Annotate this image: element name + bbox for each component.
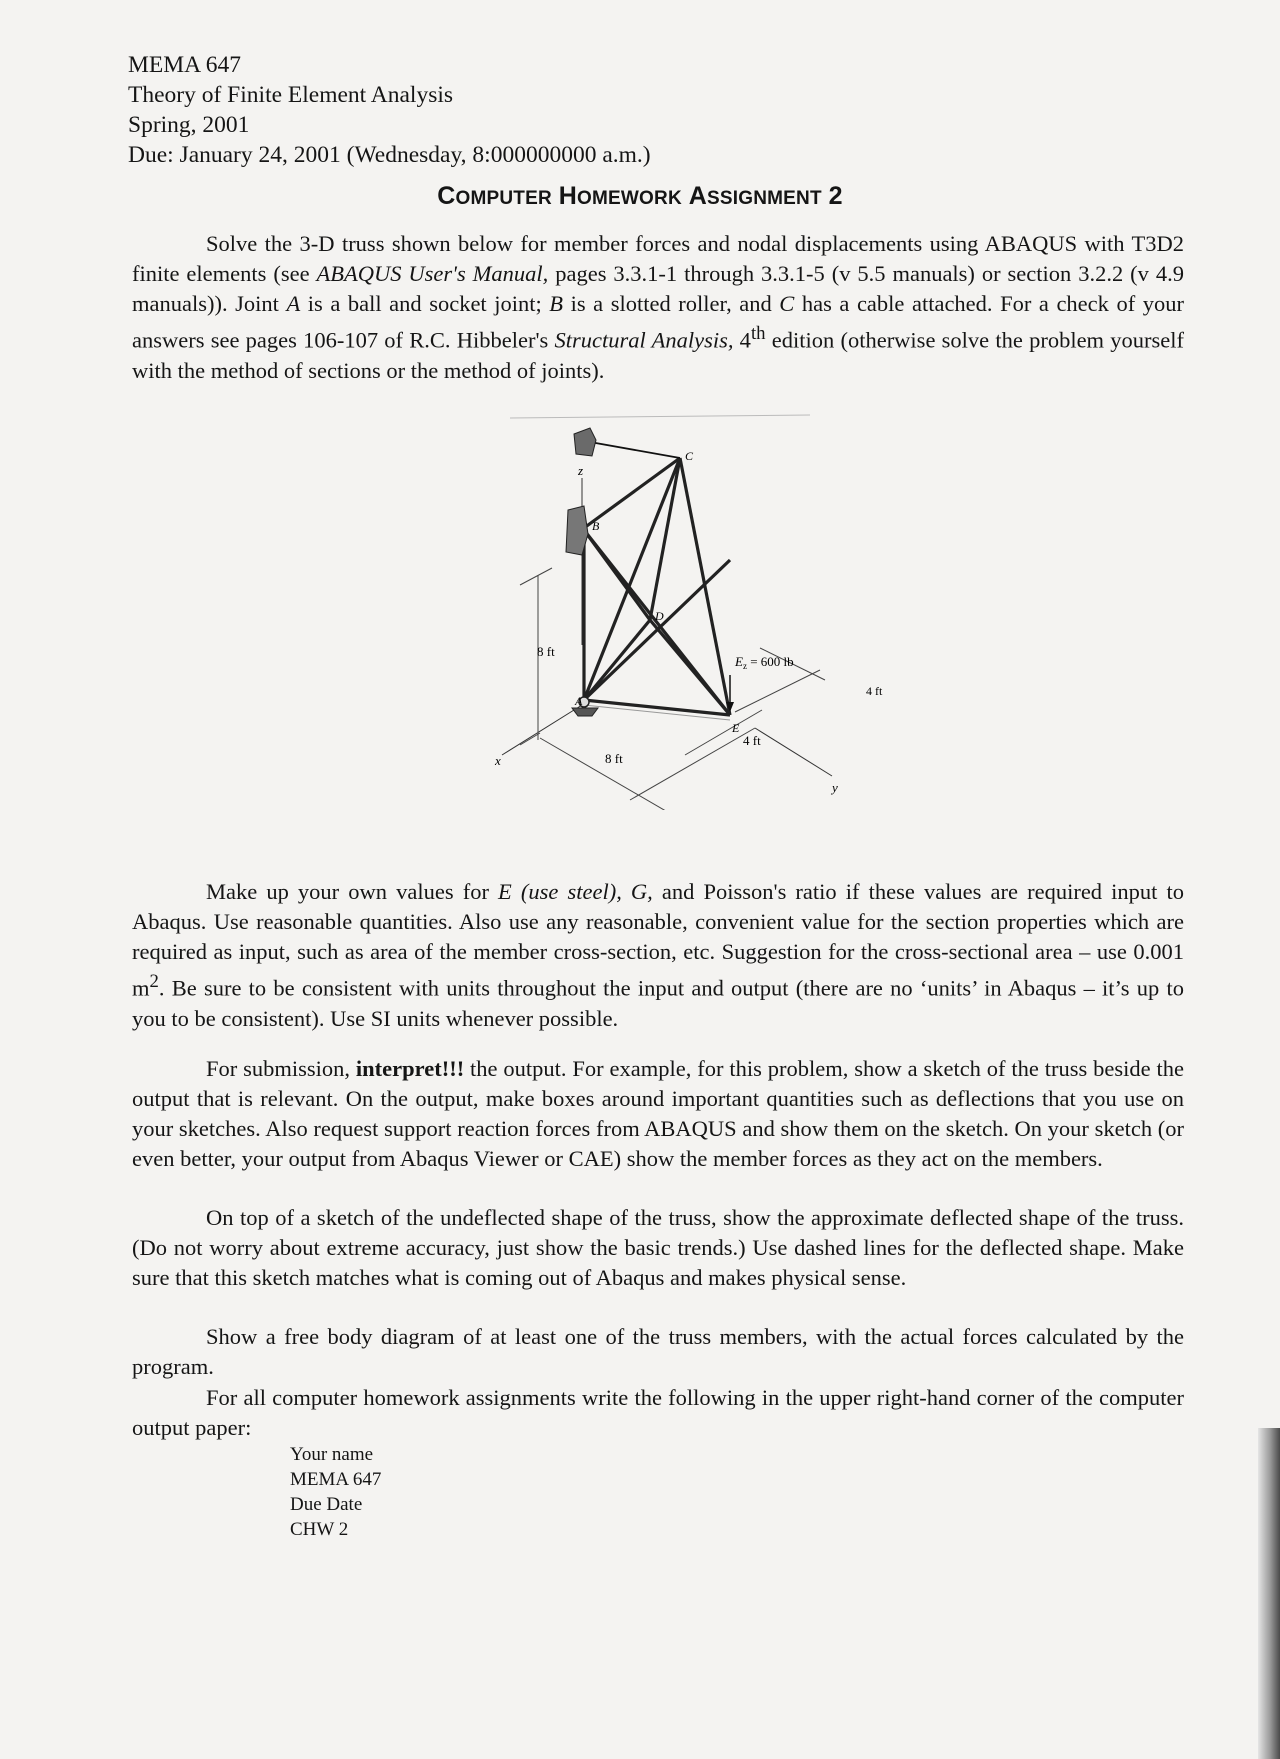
p1-text-4: is a slotted roller, and xyxy=(563,291,780,316)
corner-line-due: Due Date xyxy=(290,1494,363,1515)
scan-edge-shadow xyxy=(1258,1428,1280,1759)
x-axis-line xyxy=(502,705,582,755)
member-de xyxy=(650,620,730,715)
p1-joint-b: B xyxy=(549,291,564,316)
member-bd xyxy=(584,530,650,620)
p2-text-1: Make up your own values for xyxy=(206,879,499,904)
free-body-paragraph: Show a free body diagram of at least one of the truss members, with the actual forces calculated by the program. xyxy=(132,1324,1184,1379)
cable-wall-hatch xyxy=(574,428,596,456)
title-initial-1: C xyxy=(437,182,456,210)
p3-text-1: For submission, xyxy=(206,1056,356,1081)
submission-paragraph xyxy=(132,1054,1184,1174)
intro-paragraph xyxy=(132,229,1184,386)
corner-line-course: MEMA 647 xyxy=(290,1469,382,1490)
truss-members xyxy=(584,458,730,715)
p1-joint-c: C xyxy=(779,291,795,316)
title-rest-3: SSIGNMENT xyxy=(707,188,822,209)
member-ad xyxy=(584,620,650,700)
e-depth-label: 4 ft xyxy=(743,733,761,748)
title-rest-1: OMPUTER xyxy=(455,188,552,209)
y-axis-line xyxy=(755,728,832,776)
p3-text-2: the output. For example, for this problem, show a sketch of the truss beside the output that is relevant. On the output, make boxes around important quantities such as deflections that you use on your sketches. Also request support reaction forces from ABAQUS and show them on the sketch. On your sketch (or even better, your output from Abaqus Viewer or CAE) show the member forces as they act on the members. xyxy=(132,1056,1184,1171)
assignment-title xyxy=(0,182,1280,211)
p3-interpret: interpret!!! xyxy=(355,1056,465,1081)
member-cd xyxy=(650,458,680,620)
p2-text-3: . Be sure to be consistent with units throughout the input and output (there are no ‘units’ in Abaqus – it’s up to you to be consistent). Use SI units whenever possible. xyxy=(132,975,1184,1031)
load-label-prefix: E xyxy=(735,654,743,669)
height-ext-top xyxy=(520,568,552,585)
course-title: Theory of Finite Element Analysis xyxy=(128,82,454,108)
load-label xyxy=(734,654,794,671)
e-side-line xyxy=(735,670,820,712)
x-axis-label: x xyxy=(495,753,501,768)
p2-symbols: E (use steel), G, xyxy=(498,879,653,904)
p2-text-2: and Poisson's ratio if these values are required input to Abaqus. Use reasonable quantities. Also use any reasonable, convenient value for the section properties which are required as input, such as area of the member cross-section, etc. Suggestion for the cross-sectional area – use 0.001 m xyxy=(132,879,1185,1001)
properties-paragraph xyxy=(132,877,1184,1034)
course-code: MEMA 647 xyxy=(128,52,241,78)
node-b-label: B xyxy=(592,519,600,533)
p1-text-6b: edition (otherwise solve the problem yourself with the method of sections or the method of joints). xyxy=(132,327,1185,383)
width-dimension-line-a xyxy=(540,738,690,810)
p1-text-3: is a ball and socket joint; xyxy=(300,291,550,316)
load-label-subscript: z xyxy=(742,661,747,671)
p1-text-2: pages 3.3.1-1 through 3.3.1-5 (v 5.5 manuals) or section 3.2.2 (v 4.9 manuals)). Joint xyxy=(132,261,1184,316)
corner-instructions-paragraph: For all computer homework assignments write the following in the upper right-hand corner of the computer output paper: xyxy=(132,1385,1184,1440)
y-axis-label: y xyxy=(832,780,838,795)
cable-c xyxy=(590,442,680,458)
title-initial-3: A xyxy=(688,182,708,210)
p1-text-1: Solve the 3-D truss shown below for member forces and nodal displacements using ABAQUS with T3D2 finite elements (see xyxy=(132,231,1184,286)
deflected-shape-paragraph: On top of a sketch of the undeflected shape of the truss, show the approximate deflected shape of the truss. (Do not worry about extreme accuracy, just show the basic trends.) Use dashed lines for the deflected shape. Make sure that this sketch matches what is coming out of Abaqus and makes physical sense. xyxy=(132,1205,1184,1290)
ball-socket-support xyxy=(572,708,598,716)
truss-figure xyxy=(480,410,920,810)
p1-superscript: th xyxy=(750,323,766,344)
title-initial-2: H xyxy=(558,182,578,210)
height-dimension-label: 8 ft xyxy=(537,644,555,659)
node-c-label: C xyxy=(685,449,694,463)
scan-line xyxy=(510,415,810,418)
term: Spring, 2001 xyxy=(128,112,250,138)
member-ce xyxy=(680,458,730,715)
p1-joint-a: A xyxy=(286,291,301,316)
title-number: 2 xyxy=(828,182,843,210)
height-ext-bottom xyxy=(520,733,540,745)
corner-info-list xyxy=(290,1442,381,1542)
load-label-value: = 600 lb xyxy=(746,654,794,669)
node-e-label: E xyxy=(732,721,740,735)
title-rest-2: OMEWORK xyxy=(577,188,682,209)
node-d-label: D xyxy=(655,609,664,623)
p1-book-title: Structural Analysis, xyxy=(554,327,734,353)
e-side-label: 4 ft xyxy=(866,684,883,698)
width-dimension-line-b xyxy=(630,728,755,800)
p1-text-5: has a cable attached. For a check of your answers see pages 106-107 of R.C. Hibbeler's xyxy=(132,291,1184,353)
width-dimension-label: 8 ft xyxy=(605,751,623,766)
z-axis-label: z xyxy=(578,463,584,478)
p1-manual-title: ABAQUS User's Manual, xyxy=(316,261,549,286)
corner-line-chw: CHW 2 xyxy=(290,1519,349,1540)
p1-text-6a: 4 xyxy=(733,327,751,353)
truss-diagram xyxy=(480,410,920,810)
p2-superscript: 2 xyxy=(149,971,159,992)
due-date: Due: January 24, 2001 (Wednesday, 8:000000000 a.m.) xyxy=(128,142,651,168)
header-block xyxy=(128,50,651,170)
corner-line-name: Your name xyxy=(290,1444,374,1465)
node-a-label: A xyxy=(575,694,583,708)
